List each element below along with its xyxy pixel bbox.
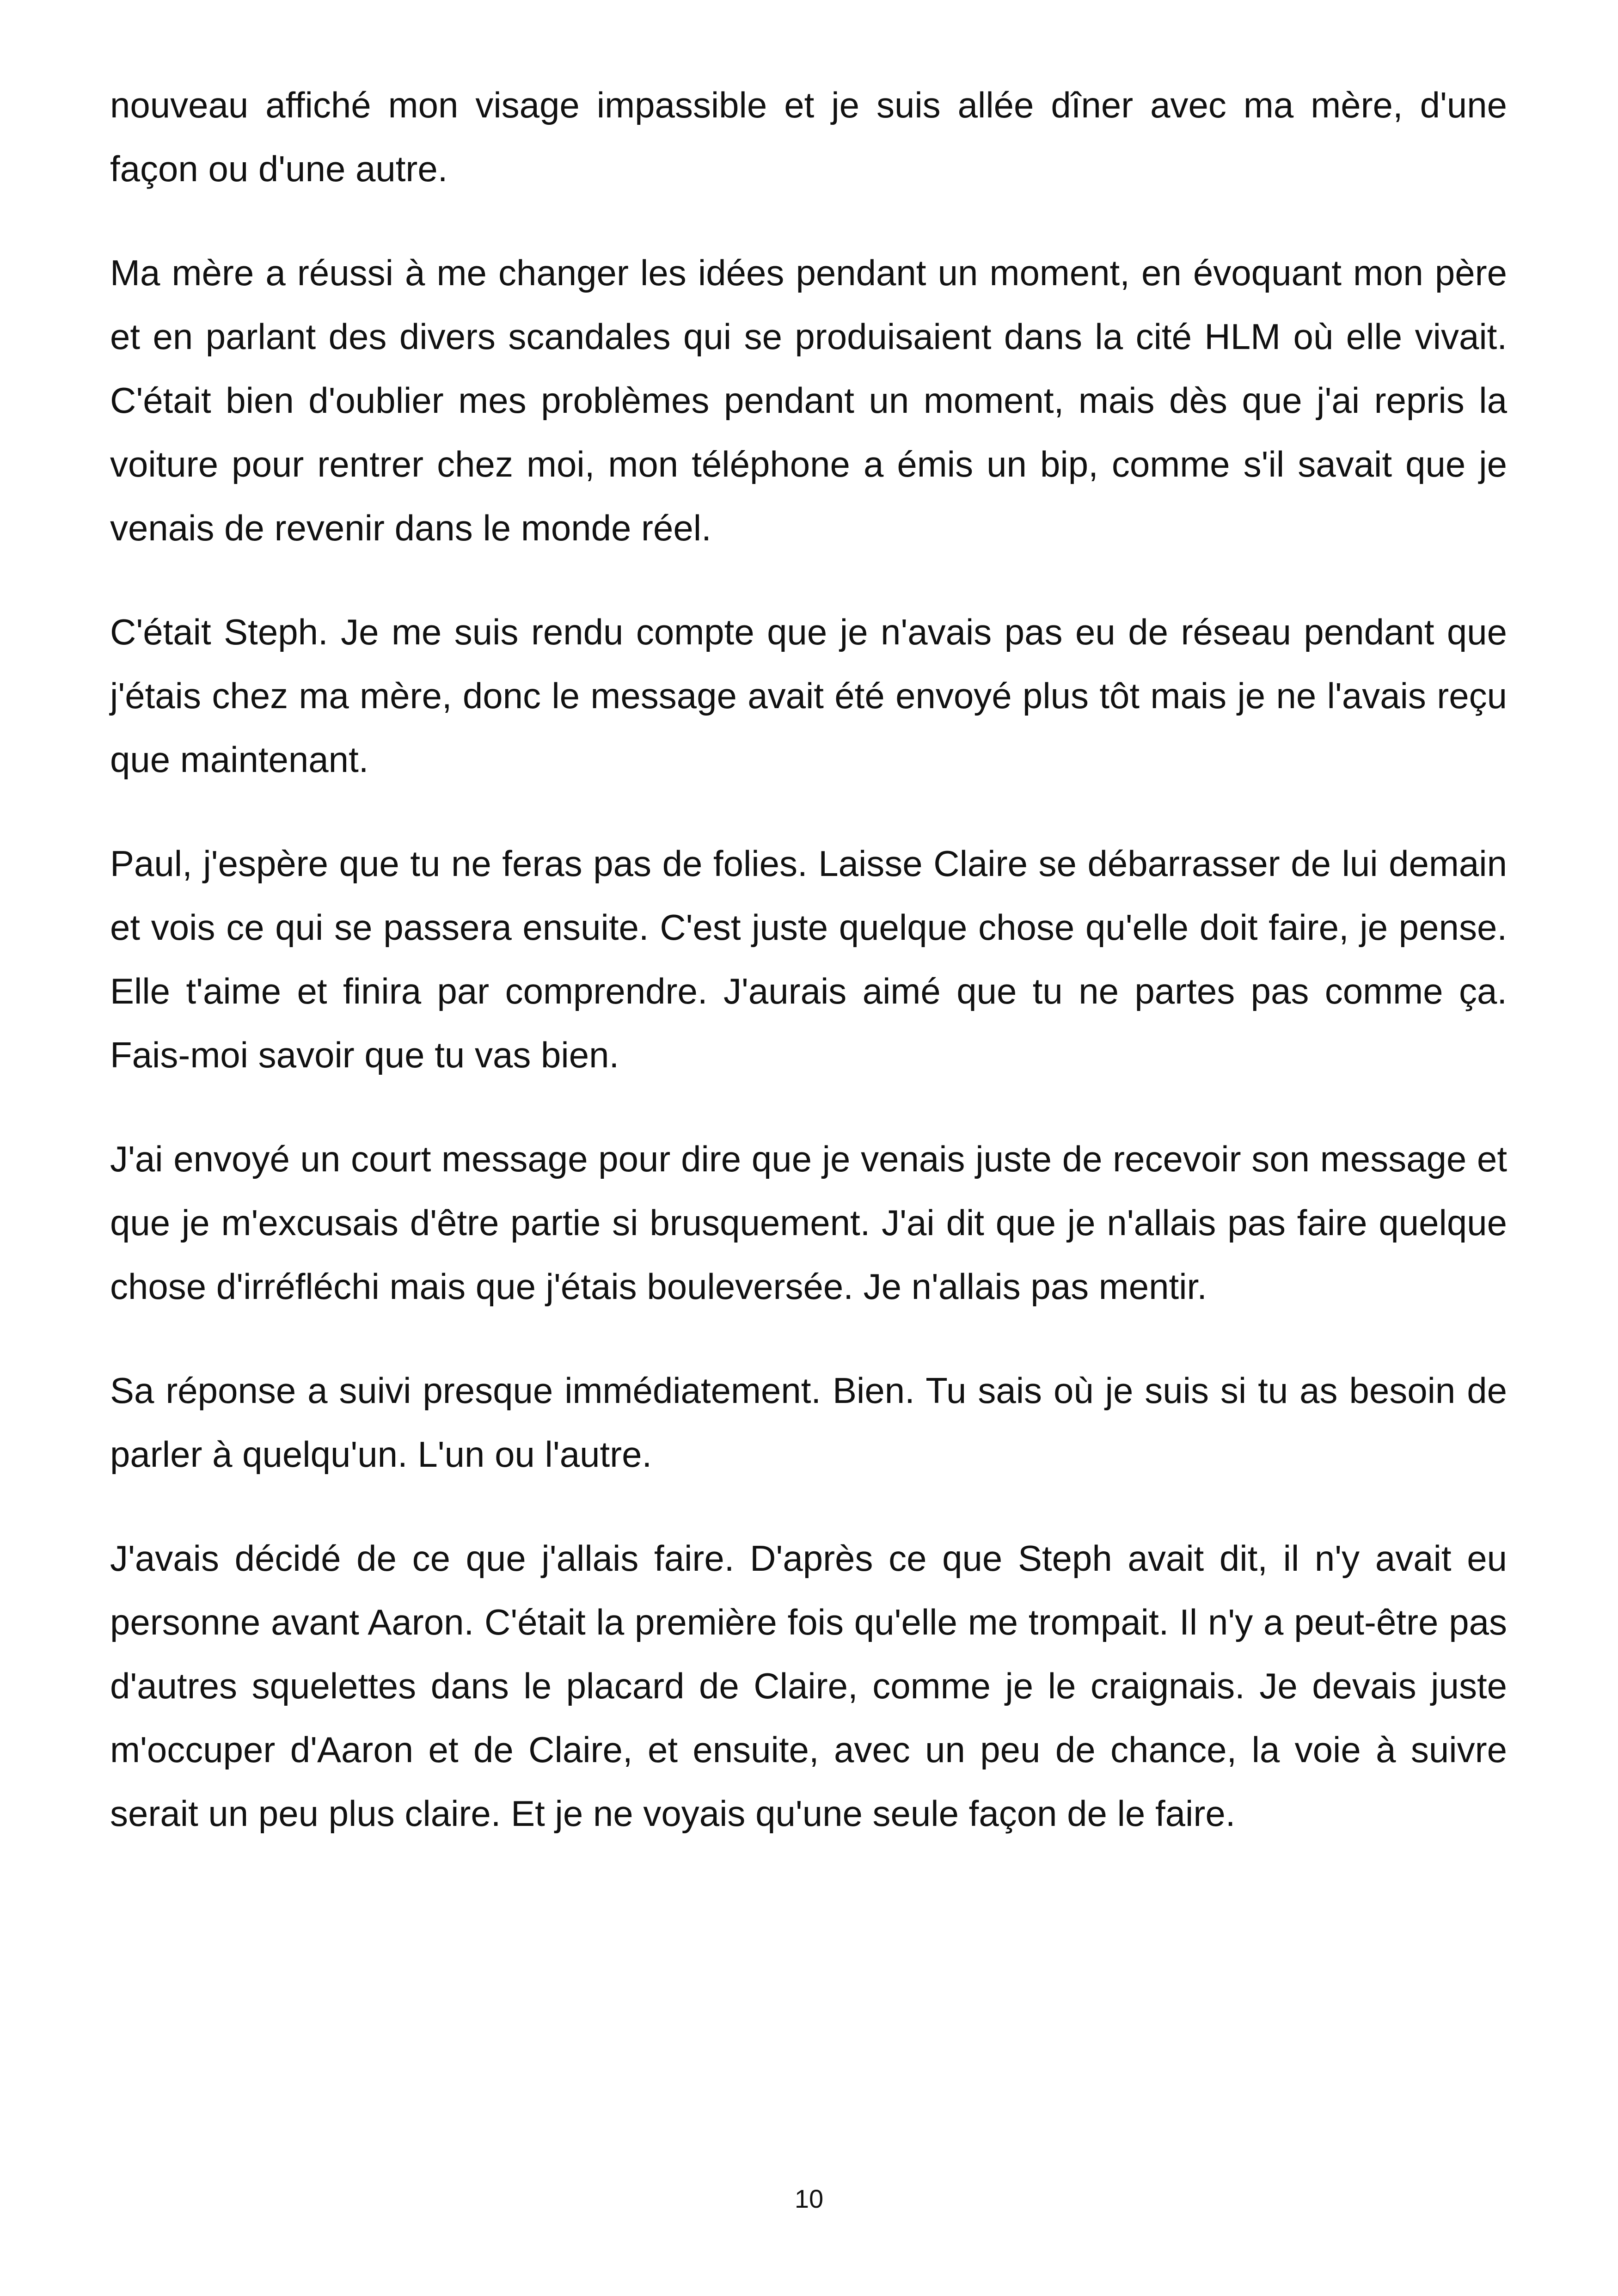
paragraph-3: C'était Steph. Je me suis rendu compte que je n'avais pas eu de réseau pendant que j'étais chez ma mère, donc le message avait été envoyé plus tôt mais je ne l'avais reçu que maintenant. <box>110 612 1507 780</box>
paragraph-7: J'avais décidé de ce que j'allais faire. D'après ce que Steph avait dit, il n'y avait eu personne avant Aaron. C'était la première fois qu'elle me trompait. Il n'y a peut-être pas d'autres squelettes dans le placard de Claire, comme je le craignais. Je devais juste m'occuper d'Aaron et de Claire, et ensuite, avec un peu de chance, la voie à suivre serait un peu plus claire. Et je ne voyais qu'une seule façon de le faire. <box>110 1538 1507 1834</box>
paragraph-4: Paul, j'espère que tu ne feras pas de folies. Laisse Claire se débarrasser de lui demain et vois ce qui se passera ensuite. C'est juste quelque chose qu'elle doit faire, je pense. Elle t'aime et finira par comprendre. J'aurais aimé que tu ne partes pas comme ça. Fais-moi savoir que tu vas bien. <box>110 843 1507 1075</box>
body-text <box>110 73 1507 1886</box>
paragraph-2: Ma mère a réussi à me changer les idées pendant un moment, en évoquant mon père et en parlant des divers scandales qui se produisaient dans la cité HLM où elle vivait. C'était bien d'oublier mes problèmes pendant un moment, mais dès que j'ai repris la voiture pour rentrer chez moi, mon téléphone a émis un bip, comme s'il savait que je venais de revenir dans le monde réel. <box>110 252 1507 548</box>
paragraph-6: Sa réponse a suivi presque immédiatement. Bien. Tu sais où je suis si tu as besoin de parler à quelqu'un. L'un ou l'autre. <box>110 1370 1507 1475</box>
paragraph-1: nouveau affiché mon visage impassible et je suis allée dîner avec ma mère, d'une façon ou d'une autre. <box>110 85 1507 189</box>
paragraph-5: J'ai envoyé un court message pour dire que je venais juste de recevoir son message et que je m'excusais d'être partie si brusquement. J'ai dit que je n'allais pas faire quelque chose d'irréfléchi mais que j'étais bouleversée. Je n'allais pas mentir. <box>110 1139 1507 1307</box>
page-number: 10 <box>794 2184 824 2213</box>
